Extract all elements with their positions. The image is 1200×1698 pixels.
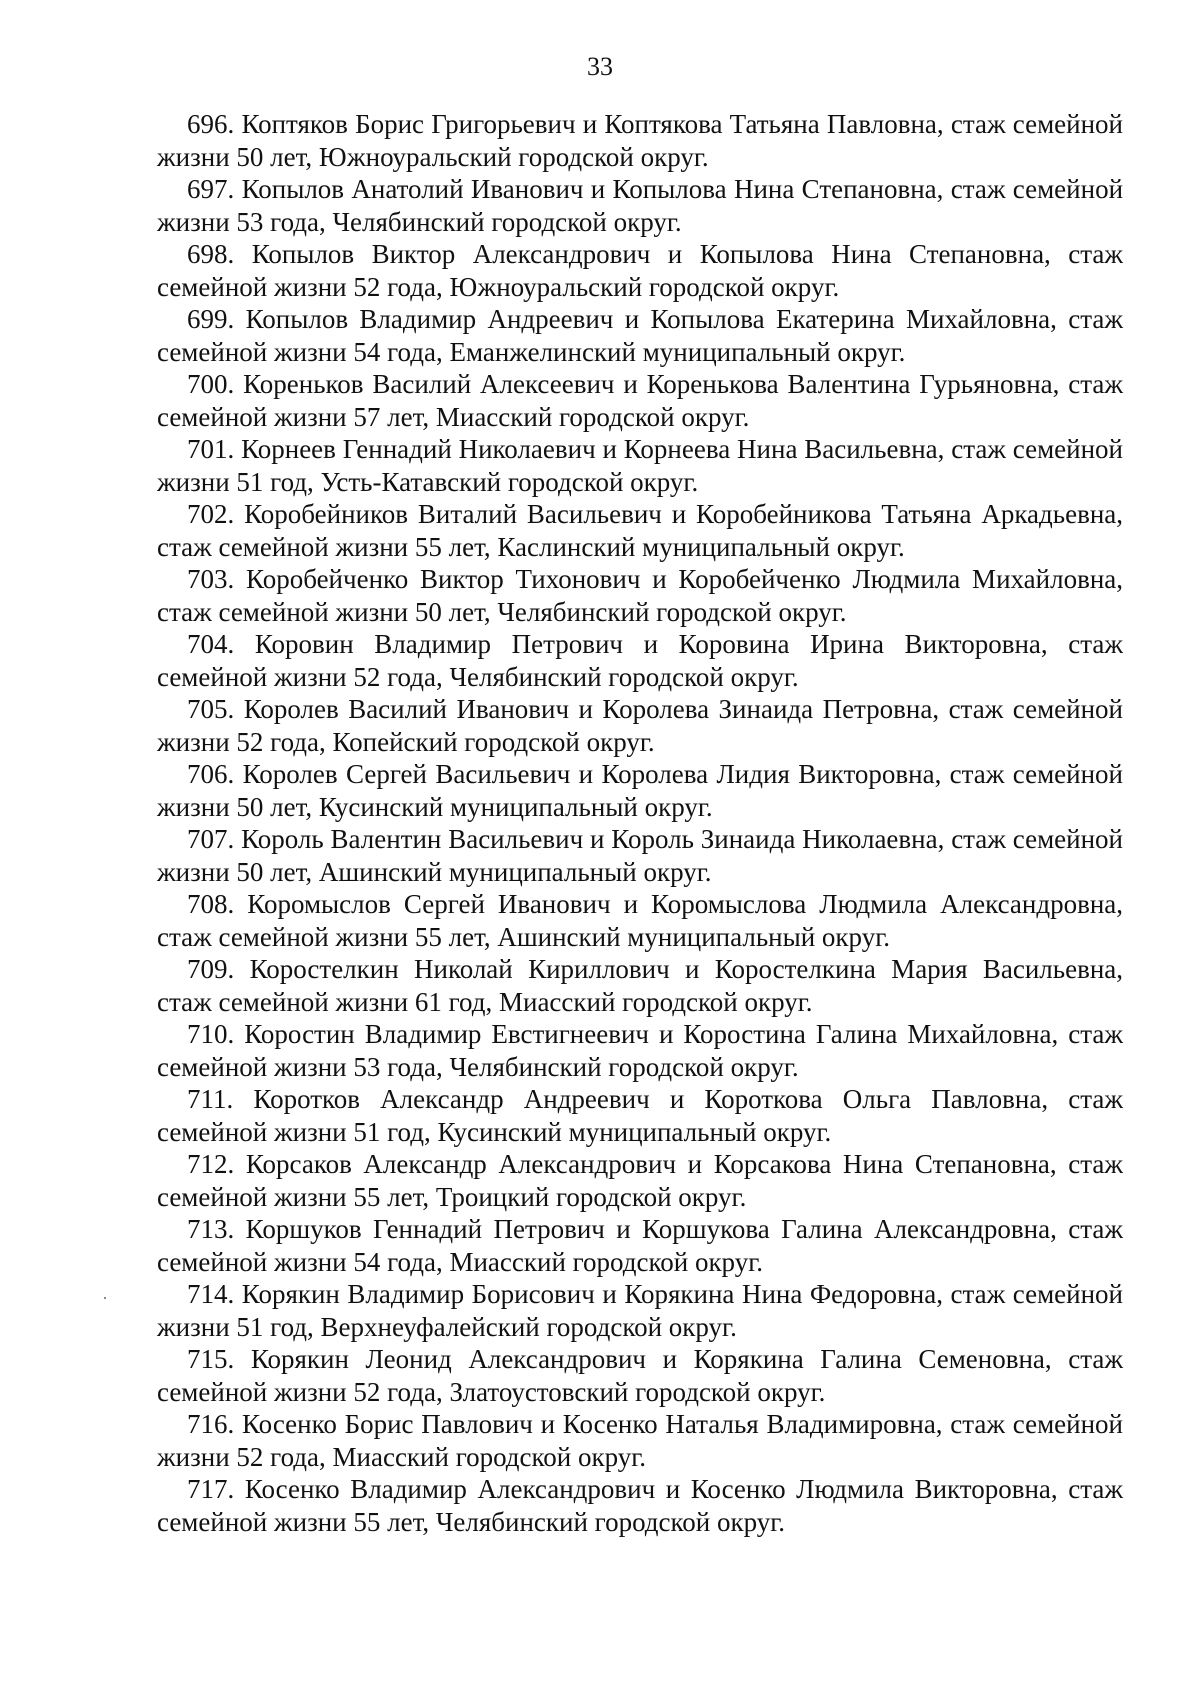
- scan-speck: [104, 1297, 106, 1299]
- entry-number: 713.: [187, 1214, 235, 1244]
- entry-number: 716.: [187, 1409, 235, 1439]
- entry-number: 709.: [187, 954, 235, 984]
- entry-number: 715.: [187, 1344, 235, 1374]
- entry-text: Корсаков Александр Александрович и Корсакова Нина Степановна, стаж семейной жизни 55 лет, Троицкий городской округ.: [157, 1149, 1124, 1212]
- entry-number: 697.: [187, 174, 235, 204]
- entry-number: 698.: [187, 239, 235, 269]
- list-item: [157, 563, 1123, 628]
- list-item: [157, 238, 1123, 303]
- entry-number: 705.: [187, 694, 235, 724]
- entry-number: 710.: [187, 1019, 235, 1049]
- entry-text: Коптяков Борис Григорьевич и Коптякова Татьяна Павловна, стаж семейной жизни 50 лет, Южноуральский городской округ.: [157, 109, 1124, 172]
- list-item: [157, 628, 1123, 693]
- list-item: [157, 498, 1123, 563]
- list-item: [157, 758, 1123, 823]
- entry-text: Коровин Владимир Петрович и Коровина Ирина Викторовна, стаж семейной жизни 52 года, Челябинский городской округ.: [157, 629, 1124, 692]
- entry-number: 699.: [187, 304, 235, 334]
- entry-number: 717.: [187, 1474, 235, 1504]
- list-item: [157, 433, 1123, 498]
- entry-text: Коротков Александр Андреевич и Короткова Ольга Павловна, стаж семейной жизни 51 год, Кусинский муниципальный округ.: [157, 1084, 1124, 1147]
- entry-number: 711.: [187, 1084, 234, 1114]
- list-item: [157, 1213, 1123, 1278]
- list-item: [157, 888, 1123, 953]
- list-item: [157, 1473, 1123, 1538]
- entry-text: Коробейченко Виктор Тихонович и Коробейченко Людмила Михайловна, стаж семейной жизни 50 лет, Челябинский городской округ.: [157, 564, 1124, 627]
- entry-text: Корякин Владимир Борисович и Корякина Нина Федоровна, стаж семейной жизни 51 год, Верхнеуфалейский городской округ.: [157, 1279, 1123, 1342]
- entry-text: Коршуков Геннадий Петрович и Коршукова Галина Александровна, стаж семейной жизни 54 года, Миасский городской округ.: [157, 1214, 1123, 1277]
- entry-number: 696.: [187, 109, 235, 139]
- list-item: [157, 1408, 1123, 1473]
- list-item: [157, 1343, 1123, 1408]
- entry-text: Королев Василий Иванович и Королева Зинаида Петровна, стаж семейной жизни 52 года, Копейский городской округ.: [157, 694, 1124, 757]
- entry-text: Косенко Борис Павлович и Косенко Наталья Владимировна, стаж семейной жизни 52 года, Миасский городской округ.: [157, 1409, 1123, 1472]
- award-list: [157, 108, 1123, 1538]
- entry-number: 714.: [187, 1279, 235, 1309]
- entry-text: Косенко Владимир Александрович и Косенко Людмила Викторовна, стаж семейной жизни 55 лет, Челябинский городской округ.: [157, 1474, 1123, 1537]
- list-item: [157, 173, 1123, 238]
- entry-number: 701.: [187, 434, 235, 464]
- entry-text: Корякин Леонид Александрович и Корякина Галина Семеновна, стаж семейной жизни 52 года, Златоустовский городской округ.: [157, 1344, 1123, 1407]
- list-item: [157, 1018, 1123, 1083]
- page-number: 33: [587, 52, 613, 81]
- entry-text: Копылов Анатолий Иванович и Копылова Нина Степановна, стаж семейной жизни 53 года, Челябинский городской округ.: [157, 174, 1124, 237]
- entry-text: Коростин Владимир Евстигнеевич и Коростина Галина Михайловна, стаж семейной жизни 53 года, Челябинский городской округ.: [157, 1019, 1124, 1082]
- list-item: [157, 1148, 1123, 1213]
- entry-text: Копылов Владимир Андреевич и Копылова Екатерина Михайловна, стаж семейной жизни 54 года, Еманжелинский муниципальный округ.: [157, 304, 1123, 367]
- list-item: [157, 953, 1123, 1018]
- entry-text: Королев Сергей Васильевич и Королева Лидия Викторовна, стаж семейной жизни 50 лет, Кусинский муниципальный округ.: [157, 759, 1124, 822]
- entry-text: Корнеев Геннадий Николаевич и Корнеева Нина Васильевна, стаж семейной жизни 51 год, Усть-Катавский городской округ.: [157, 434, 1123, 497]
- list-item: [157, 1083, 1123, 1148]
- entry-number: 702.: [187, 499, 235, 529]
- list-item: [157, 693, 1123, 758]
- entry-number: 706.: [187, 759, 235, 789]
- list-item: [157, 1278, 1123, 1343]
- list-item: [157, 823, 1123, 888]
- entry-text: Копылов Виктор Александрович и Копылова Нина Степановна, стаж семейной жизни 52 года, Южноуральский городской округ.: [157, 239, 1123, 302]
- entry-number: 704.: [187, 629, 235, 659]
- entry-number: 712.: [187, 1149, 235, 1179]
- list-item: [157, 368, 1123, 433]
- list-item: [157, 108, 1123, 173]
- entry-number: 707.: [187, 824, 235, 854]
- entry-text: Кореньков Василий Алексеевич и Коренькова Валентина Гурьяновна, стаж семейной жизни 57 лет, Миасский городской округ.: [157, 369, 1123, 432]
- entry-text: Коростелкин Николай Кириллович и Коростелкина Мария Васильевна, стаж семейной жизни 61 год, Миасский городской округ.: [157, 954, 1124, 1017]
- list-item: [157, 303, 1123, 368]
- entry-number: 703.: [187, 564, 235, 594]
- entry-number: 700.: [187, 369, 235, 399]
- entry-text: Коромыслов Сергей Иванович и Коромыслова Людмила Александровна, стаж семейной жизни 55 лет, Ашинский муниципальный округ.: [157, 889, 1124, 952]
- entry-text: Коробейников Виталий Васильевич и Коробейникова Татьяна Аркадьевна, стаж семейной жизни 55 лет, Каслинский муниципальный округ.: [157, 499, 1124, 562]
- entry-number: 708.: [187, 889, 235, 919]
- entry-text: Король Валентин Васильевич и Король Зинаида Николаевна, стаж семейной жизни 50 лет, Ашинский муниципальный округ.: [157, 824, 1123, 887]
